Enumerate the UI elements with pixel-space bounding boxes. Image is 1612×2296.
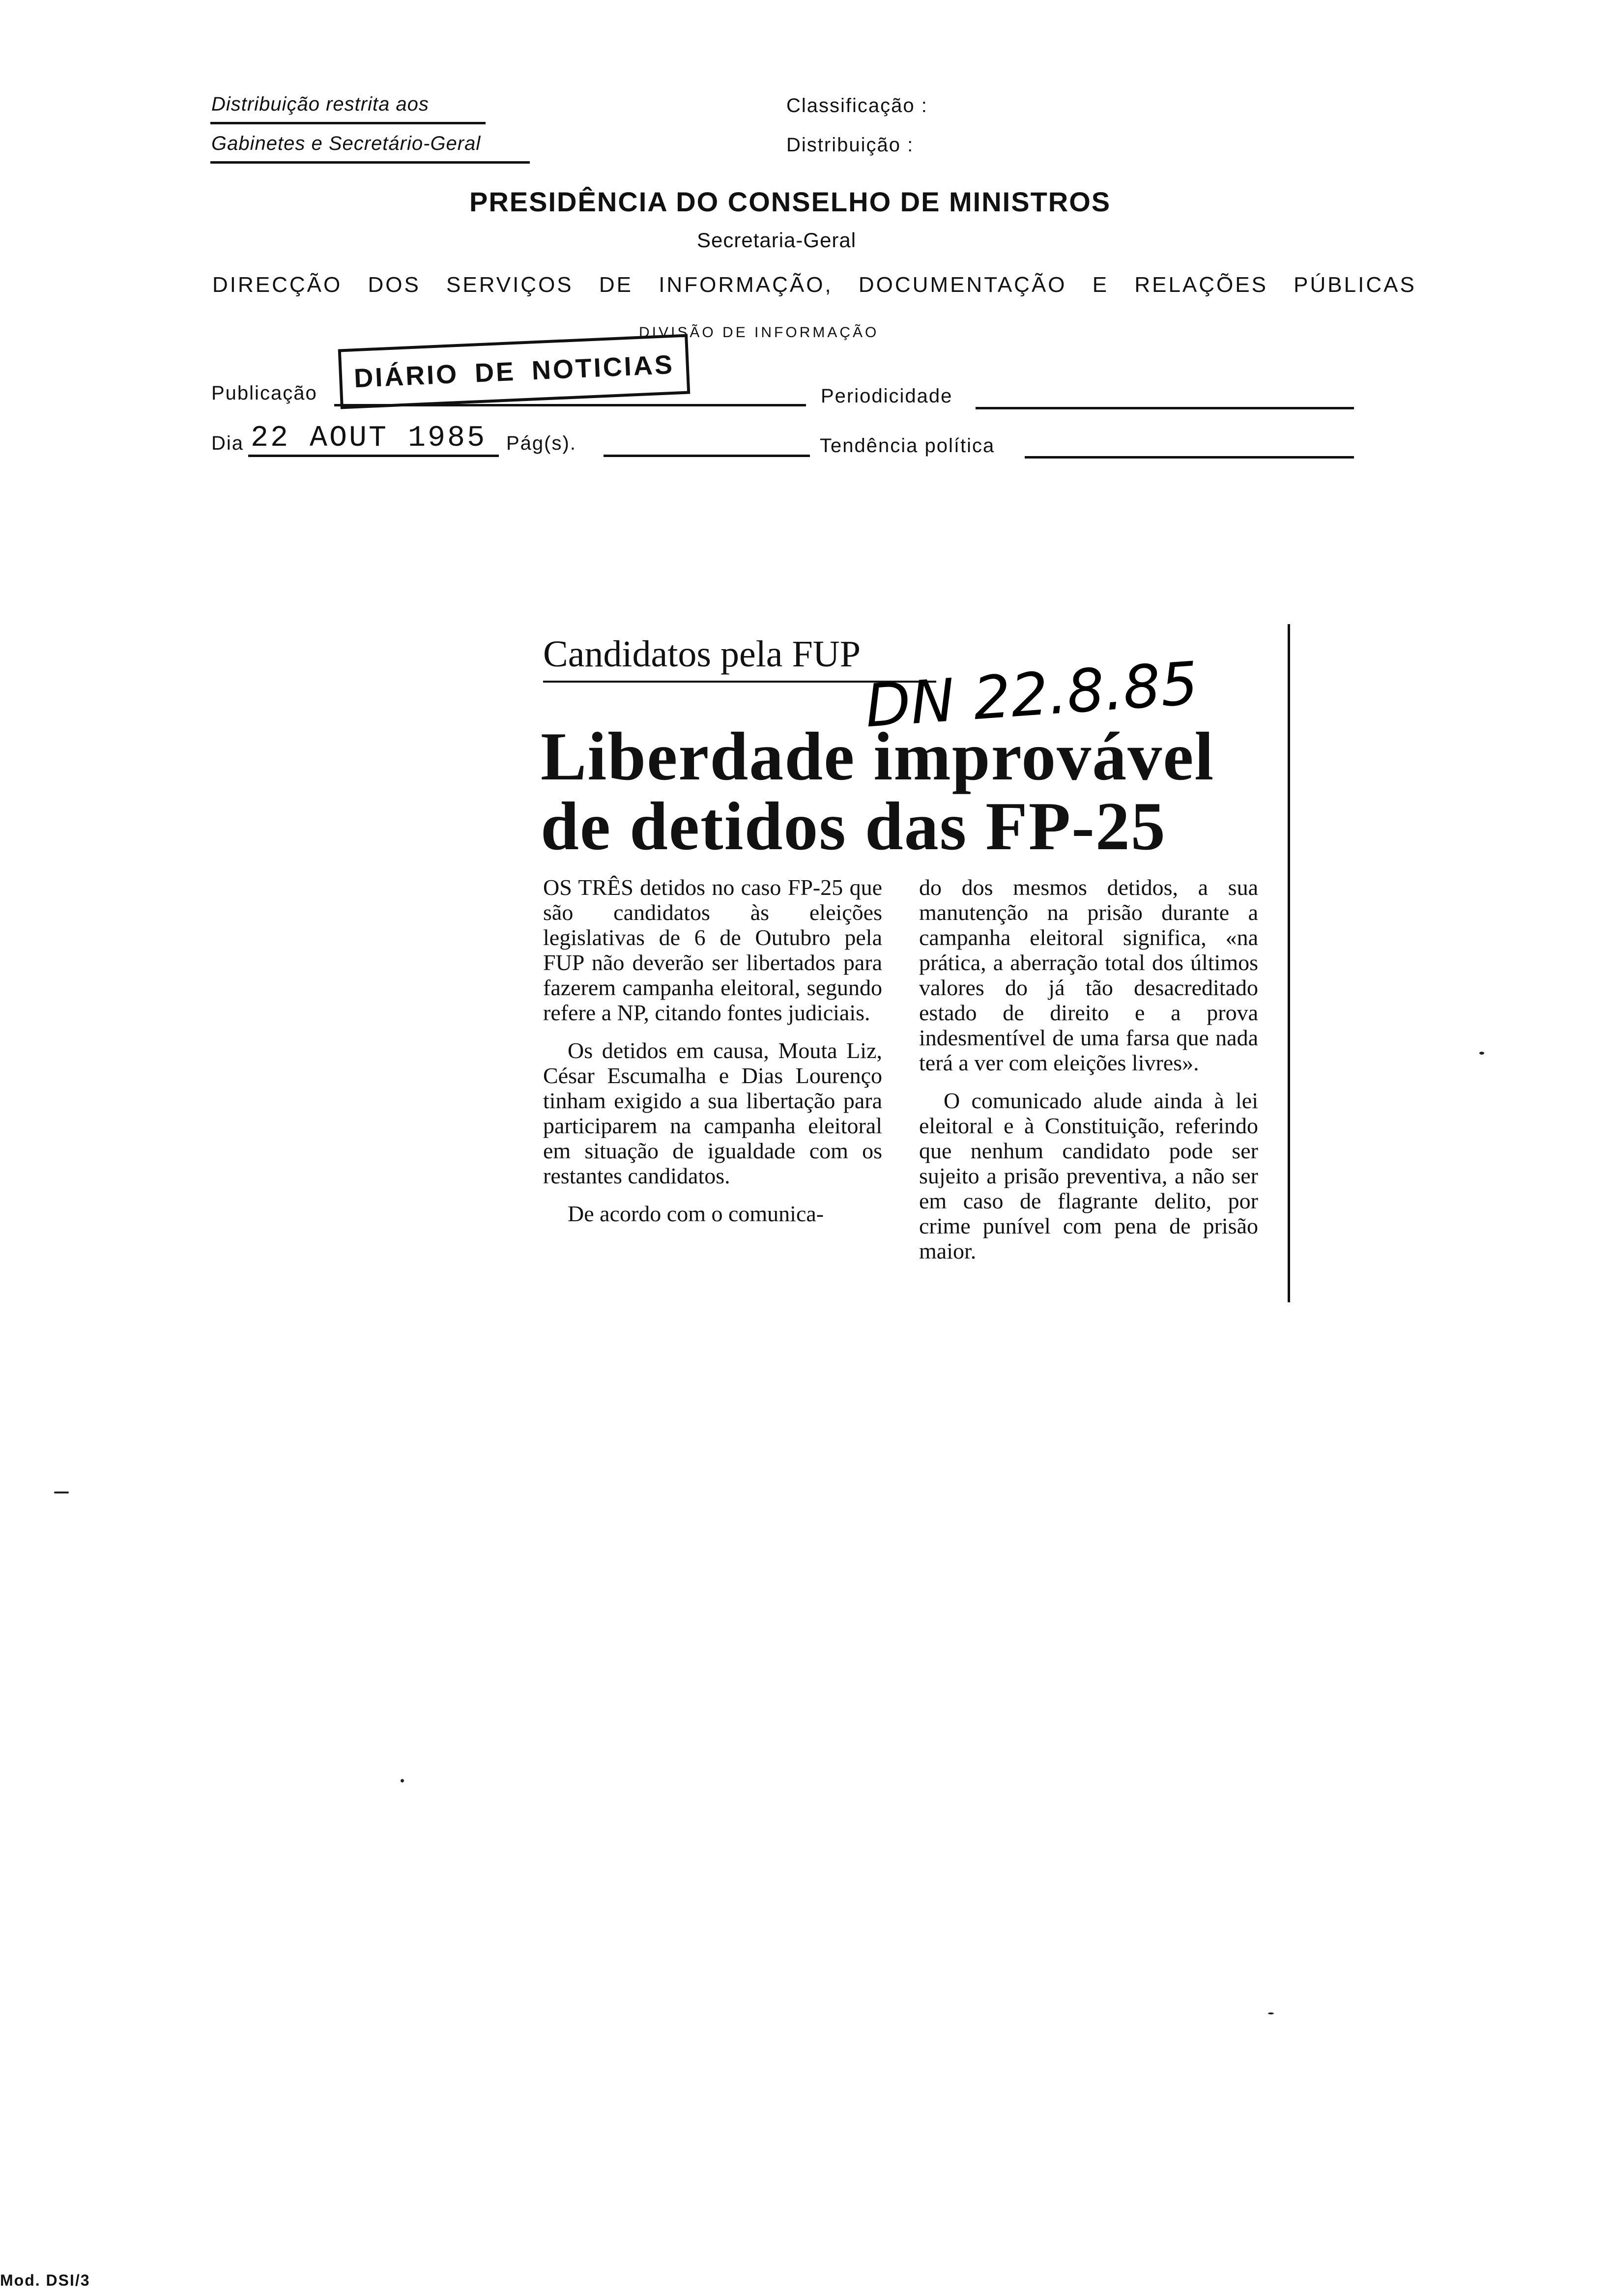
restricted-distribution-line1: Distribuição restrita aos [211,93,429,115]
restricted-underline-2 [210,161,530,164]
classificacao-label: Classificação : [786,95,928,116]
dia-underline [248,455,499,457]
periodicidade-label: Periodicidade [821,385,953,407]
article-column-1 [543,875,882,1239]
column1-paragraph-2: Os detidos em causa, Mouta Liz, César Escumalha e Dias Lourenço tinham exigido a sua libertação para participarem na campanha eleitoral em situação de igualdade com os restantes candidatos. [543,1038,882,1188]
publicacao-stamp [338,334,691,409]
restricted-distribution-line2: Gabinetes e Secretário-Geral [211,133,481,154]
scan-speck [1479,1052,1484,1055]
column1-paragraph-1: OS TRÊS detidos no caso FP-25 que são candidatos às eleições legislativas de 6 de Outubro pela FUP não deverão ser libertados para fazerem campanha eleitoral, segundo refere a NP, citando fontes judiciais. [543,875,882,1025]
publicacao-underline [334,404,806,406]
article-column-2 [919,875,1258,1276]
clipping-edge-line [1288,624,1290,1302]
org-subtitle: Secretaria-Geral [697,229,857,252]
publicacao-label: Publicação [211,382,317,404]
tendencia-underline [1025,456,1354,459]
handwritten-annotation: DN 22.8.85 [863,649,1201,741]
article-headline-line2: de detidos das FP-25 [541,788,1166,864]
scan-speck [1268,2012,1274,2014]
org-title: PRESIDÊNCIA DO CONSELHO DE MINISTROS [469,186,1111,217]
scan-speck [401,1779,404,1782]
dia-label: Dia [211,432,244,454]
model-footer: Mod. DSI/3 [0,2271,90,2289]
pags-label: Pág(s). [506,432,576,454]
tendencia-label: Tendência política [820,435,995,457]
article-headline-line1: Liberdade improvável [541,718,1215,795]
column2-paragraph-2: O comunicado alude ainda à lei eleitoral e à Constituição, referindo que nenhum candidato pode ser sujeito a prisão preventiva, a não ser em caso de flagrante delito, por crime punível com pena de prisão maior. [919,1088,1258,1263]
periodicidade-underline [976,407,1354,409]
article-kicker: Candidatos pela FUP [543,633,861,675]
dia-value: 22 AOUT 1985 [251,422,487,455]
direccao-line: DIRECÇÃO DOS SERVIÇOS DE INFORMAÇÃO, DOCUMENTAÇÃO E RELAÇÕES PÚBLICAS [212,273,1416,297]
restricted-underline-1 [210,122,486,124]
publicacao-value: DIÁRIO DE NOTICIAS [353,349,675,394]
pags-underline [604,455,810,457]
scan-speck [54,1492,69,1493]
column2-paragraph-1: do dos mesmos detidos, a sua manutenção na prisão durante a campanha eleitoral significa, «na prática, a aberração total dos últimos valores do já tão desacreditado estado de direito e a prova indesmentível de uma farsa que nada terá a ver com eleições livres». [919,875,1258,1075]
divisao-label: DIVISÃO DE INFORMAÇÃO [639,324,879,341]
distribuicao-label: Distribuição : [786,134,914,156]
column1-paragraph-3: De acordo com o comunica- [568,1201,824,1226]
